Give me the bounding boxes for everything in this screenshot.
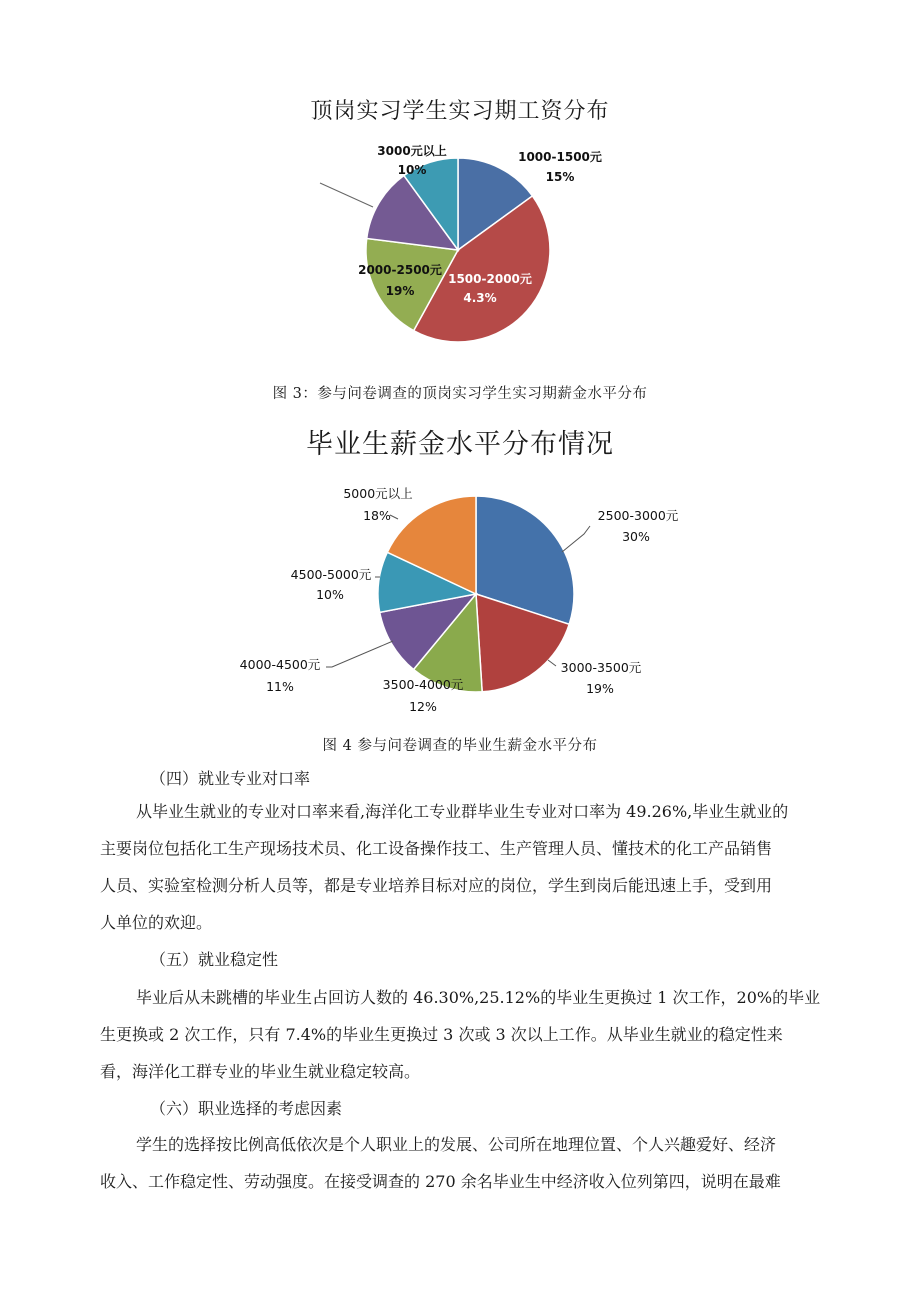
section-body-5 <box>100 979 830 1090</box>
text-line: 生更换或 2 次工作，只有 7.4%的毕业生更换过 3 次或 3 次以上工作。从毕业生就业的稳定性来 <box>100 1025 783 1044</box>
chart2-pct-2500-3000: 30% <box>622 529 650 544</box>
text-line: 毕业后从未跳槽的毕业生占回访人数的 46.30%,25.12%的毕业生更换过 1 次工作，20%的毕业 <box>136 988 821 1007</box>
text-line: 人员、实验室检测分析人员等，都是专业培养目标对应的岗位，学生到岗后能迅速上手，受到用 <box>100 876 773 895</box>
text-line: 看，海洋化工群专业的毕业生就业稳定较高。 <box>100 1062 421 1081</box>
chart2-pie <box>230 478 700 723</box>
text-line: 收入、工作稳定性、劳动强度。在接受调查的 270 余名毕业生中经济收入位列第四，说明在最难 <box>100 1172 781 1191</box>
chart1-label-2000-2500: 2000-2500元 <box>358 263 442 277</box>
chart2-title: 毕业生薪金水平分布情况 <box>306 429 614 460</box>
chart1-pct-2000-2500: 19% <box>385 284 415 298</box>
chart1-label-1500-2000: 1500-2000元 <box>448 272 532 286</box>
chart2-pct-3000-3500: 19% <box>586 681 614 696</box>
chart2-label-5000plus: 5000元以上 <box>343 486 413 501</box>
chart2-label-3000-3500: 3000-3500元 <box>560 660 642 675</box>
chart2-label-4000-4500: 4000-4500元 <box>239 657 321 672</box>
text-line: 人单位的欢迎。 <box>100 913 213 932</box>
section-body-4 <box>100 793 830 941</box>
section-heading-6: （六）职业选择的考虑因素 <box>150 1099 343 1118</box>
section-heading-5: （五）就业稳定性 <box>150 950 279 969</box>
chart2-label-2500-3000: 2500-3000元 <box>597 508 679 523</box>
chart2-leader-4000 <box>326 641 393 667</box>
chart2-pct-5000plus: 18% <box>363 508 391 523</box>
chart1-pie <box>300 130 630 345</box>
chart1-leader-line <box>320 183 373 207</box>
chart2-leader-5000 <box>390 515 398 519</box>
chart1-caption: 图 3：参与问卷调查的顶岗实习学生实习期薪金水平分布 <box>272 386 648 402</box>
text-line: 从毕业生就业的专业对口率来看,海洋化工专业群毕业生专业对口率为 49.26%,毕业生就业的 <box>136 802 789 821</box>
chart1-title: 顶岗实习学生实习期工资分布 <box>310 99 610 124</box>
text-line: 学生的选择按比例高低依次是个人职业上的发展、公司所在地理位置、个人兴趣爱好、经济 <box>136 1135 777 1154</box>
chart2-label-3500-4000: 3500-4000元 <box>382 677 464 692</box>
chart2-pct-4500-5000: 10% <box>316 587 344 602</box>
chart1-pct-1000-1500: 15% <box>545 170 575 184</box>
chart2-label-4500-5000: 4500-5000元 <box>290 567 372 582</box>
chart2-pct-4000-4500: 11% <box>266 679 294 694</box>
chart1-pct-1500-2000: 4.3% <box>463 291 497 305</box>
section-body-6 <box>100 1126 830 1200</box>
text-line: 主要岗位包括化工生产现场技术员、化工设备操作技工、生产管理人员、懂技术的化工产品销售 <box>100 839 773 858</box>
chart2-leader-3000 <box>548 660 556 666</box>
chart1-label-1000-1500: 1000-1500元 <box>518 150 602 164</box>
chart1-label-3000plus: 3000元以上 <box>377 144 447 158</box>
chart1-pct-3000plus: 10% <box>397 163 427 177</box>
section-heading-4: （四）就业专业对口率 <box>150 769 311 788</box>
chart2-leader-2500 <box>562 526 590 552</box>
chart2-caption: 图 4 参与问卷调查的毕业生薪金水平分布 <box>322 738 598 754</box>
chart2-pct-3500-4000: 12% <box>409 699 437 714</box>
